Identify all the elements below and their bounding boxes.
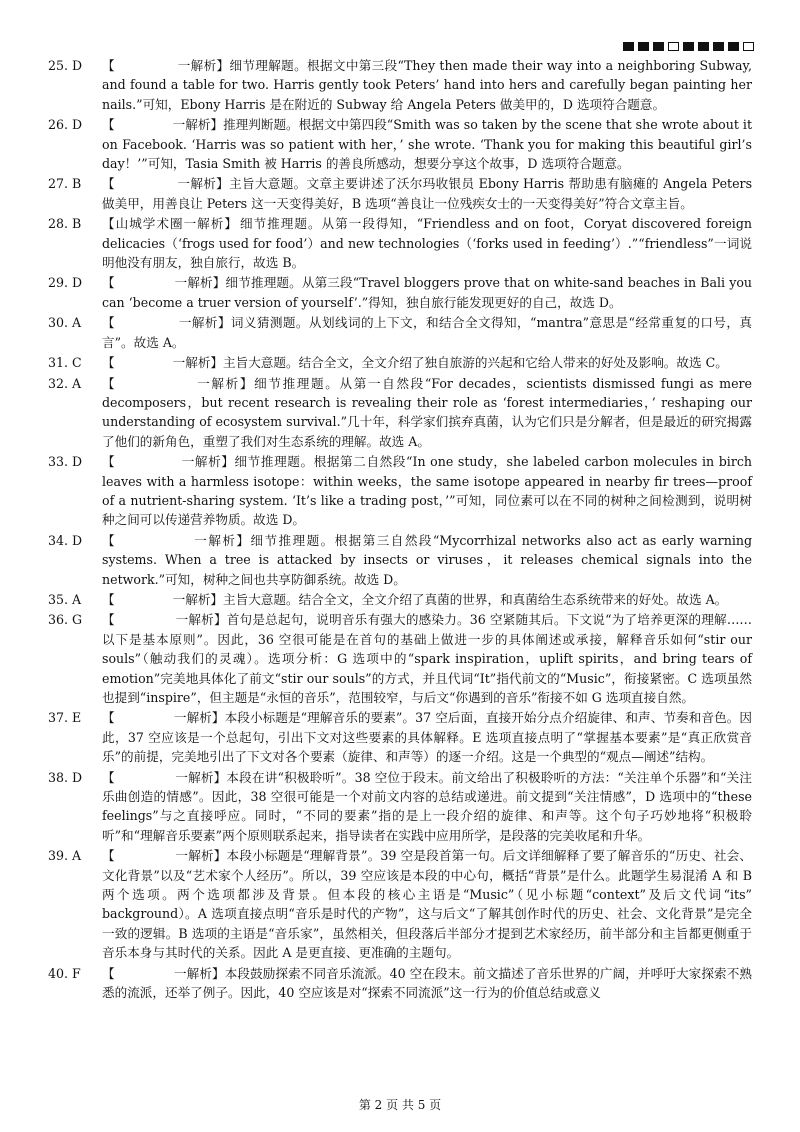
explanation-body — [102, 531, 752, 589]
explanation-body — [102, 313, 752, 352]
source-tag: 【山城学术圈一解析】 — [102, 216, 238, 232]
answer-item — [48, 313, 752, 352]
explanation-text: 本段在讲“积极聆听”。38 空位于段末。前文给出了积极聆听的方法：“关注单个乐器”和“关注乐曲创造的情感”。因此，38 空很可能是一个对前文内容的总结或递进。前文提到“关注情感”，D 选项中的“these feelings”与之直接呼应。同时，“不同的要素”指的是上一段介绍的旋律、和声等。这个句子巧妙地将“积极聆听”和“理解音乐要素”两个原则联系起来，指导读者在实践中应用所学，是段落的完美收尾和升华。 — [102, 769, 753, 843]
source-tag-gap — [118, 376, 197, 391]
source-tag-gap — [117, 176, 177, 191]
explanation-body — [102, 768, 752, 846]
question-answer: 27. B — [48, 176, 82, 192]
header-mark — [728, 42, 739, 51]
header-mark — [653, 42, 664, 51]
header-marks — [623, 42, 754, 51]
answer-item — [48, 214, 752, 272]
explanation-body — [102, 174, 752, 213]
question-answer: 36. G — [48, 612, 83, 628]
source-tag: 【 — [102, 710, 115, 726]
page-number: 第 2 页 共 5 页 — [358, 1098, 442, 1112]
question-answer: 26. D — [48, 117, 83, 133]
explanation-text: 主旨大意题。结合全文，全文介绍了独自旅游的兴起和它给人带来的好处及影响。故选 C。 — [223, 355, 728, 371]
explanation-body — [102, 708, 752, 766]
answer-item — [48, 964, 752, 1003]
source-tag-close: 一解析】 — [174, 275, 226, 291]
source-tag-gap — [117, 770, 176, 785]
answer-item — [48, 115, 752, 173]
source-tag: 【 — [102, 58, 115, 73]
question-answer: 37. E — [48, 710, 82, 726]
answer-explanations — [48, 56, 752, 1004]
explanation-text: 词义猜测题。从划线词的上下文，和结合全文得知，“mantra”意思是“经常重复的口号，真言”。故选 A。 — [102, 315, 753, 350]
explanation-text: 细节理解题。根据文中第三段“They then made their way into a neighboring Subway, and found a table for two. Harris gently took Peters’ hand into hers and carefully began painting her nails.”可知，Ebony Harris 是在附近的 Subway 给 Angela Peters 做美甲的，D 选项符合题意。 — [102, 58, 753, 112]
source-tag-gap — [118, 533, 194, 548]
source-tag-gap — [117, 58, 178, 73]
explanation-text: 本段鼓励探索不同音乐流派。40 空在段末。前文描述了音乐世界的广阔，并呼吁大家探索不熟悉的流派，还举了例子。因此，40 空应该是对“探索不同流派”这一行为的价值总结或意义 — [102, 965, 753, 1001]
source-tag: 【 — [102, 769, 115, 785]
source-tag: 【 — [102, 315, 116, 331]
explanation-body — [102, 374, 752, 452]
answer-item — [48, 452, 752, 530]
explanation-body — [102, 846, 752, 962]
source-tag-close: 一解析】 — [172, 591, 224, 607]
answer-item — [48, 708, 752, 766]
question-answer: 28. B — [48, 216, 82, 232]
source-tag: 【 — [102, 375, 117, 391]
explanation-body — [102, 115, 752, 173]
header-mark — [623, 42, 634, 51]
source-tag-close: 一解析】 — [173, 965, 225, 981]
answer-item — [48, 374, 752, 452]
question-answer: 25. D — [48, 58, 83, 73]
answer-item — [48, 590, 752, 609]
source-tag-close: 一解析】 — [172, 117, 224, 133]
header-mark — [743, 42, 754, 51]
source-tag-gap — [117, 275, 175, 290]
question-answer: 29. D — [48, 275, 83, 291]
source-tag-gap — [117, 117, 173, 132]
source-tag-close: 一解析】 — [177, 58, 230, 73]
source-tag-close: 一解析】 — [194, 532, 251, 548]
source-tag-gap — [117, 612, 176, 627]
source-tag: 【 — [102, 848, 115, 864]
answer-item — [48, 174, 752, 213]
source-tag-close: 一解析】 — [175, 612, 227, 628]
header-mark — [713, 42, 724, 51]
source-tag-close: 一解析】 — [175, 769, 227, 785]
source-tag-close: 一解析】 — [197, 375, 255, 391]
explanation-body — [102, 56, 752, 114]
source-tag-close: 一解析】 — [172, 355, 224, 371]
explanation-text: 细节推理题。从第一段得知，“Friendless and on foot，Coryat discovered foreign delicacies（‘frogs used for food’）and new technologies（‘forks used in feeding’）.”“friendless”一词说明他没有朋友，独自旅行，故选 B。 — [102, 216, 752, 271]
source-tag: 【 — [102, 591, 115, 607]
source-tag: 【 — [102, 532, 117, 548]
question-answer: 38. D — [48, 769, 83, 785]
question-answer: 33. D — [48, 454, 83, 470]
question-answer: 35. A — [48, 591, 82, 607]
answer-item — [48, 531, 752, 589]
source-tag: 【 — [102, 965, 115, 981]
source-tag: 【 — [102, 117, 115, 133]
source-tag: 【 — [102, 176, 115, 192]
source-tag-close: 一解析】 — [178, 315, 231, 331]
explanation-body — [102, 964, 752, 1003]
source-tag-gap — [117, 355, 173, 370]
source-tag-gap — [117, 454, 181, 469]
source-tag: 【 — [102, 454, 116, 470]
answer-item — [48, 273, 752, 312]
source-tag-close: 一解析】 — [181, 454, 235, 470]
explanation-text: 推理判断题。根据文中第四段“Smith was so taken by the scene that she wrote about it on Facebook. ‘Harris was so patient with her，’ she wrote. ‘Thank you for making this beautiful girl’s day！’”可知，Tasia Smith 被 Harris 的善良所感动，想要分享这个故事，D 选项符合题意。 — [102, 117, 753, 172]
explanation-body — [102, 610, 752, 707]
explanation-body — [102, 214, 752, 272]
header-mark — [698, 42, 709, 51]
source-tag-gap — [117, 710, 174, 725]
question-answer: 31. C — [48, 355, 82, 371]
explanation-text: 细节推理题。根据第二自然段“In one study，she labeled carbon molecules in birch leaves with a harmless isotope：within weeks，the same isotope appeared in nearby fir trees—proof of a nutrient-sharing system. ‘It’s like a trading post，’”可知，同位素可以在不同的树种之间检测到，说明树种之间可以传递营养物质。故选 D。 — [102, 454, 753, 528]
explanation-text: 主旨大意题。文章主要讲述了沃尔玛收银员 Ebony Harris 帮助患有脑瘫的 Angela Peters 做美甲，用善良让 Peters 这一天变得美好，B 选项“善良让一位残疾女士的一天变得美好”符合文章主旨。 — [102, 176, 753, 211]
answer-item — [48, 353, 752, 372]
header-mark — [683, 42, 694, 51]
source-tag-close: 一解析】 — [175, 848, 227, 864]
question-answer: 30. A — [48, 315, 82, 331]
explanation-body — [102, 590, 752, 609]
explanation-text: 主旨大意题。结合全文，全文介绍了真菌的世界，和真菌给生态系统带来的好处。故选 A。 — [223, 591, 728, 607]
source-tag-gap — [117, 966, 174, 981]
question-answer: 32. A — [48, 375, 82, 391]
answer-item — [48, 610, 752, 707]
header-mark — [668, 42, 679, 51]
explanation-text: 细节推理题。根据第三自然段“Mycorrhizal networks also act as early warning systems. When a tree is attacked by insects or viruses，it releases chemical signals into the network.”可知，树种之间也共享防御系统。故选 D。 — [102, 532, 753, 587]
source-tag: 【 — [102, 612, 115, 628]
answer-item — [48, 56, 752, 114]
source-tag-gap — [117, 592, 173, 607]
explanation-text: 细节推理题。从第三段“Travel bloggers prove that on white-sand beaches in Bali you can ‘become a truer version of yourself’.”得知，独自旅行能发现更好的自己，故选 D。 — [102, 275, 753, 310]
question-answer: 34. D — [48, 532, 83, 548]
source-tag: 【 — [102, 275, 115, 291]
source-tag-close: 一解析】 — [177, 176, 230, 192]
answer-item — [48, 846, 752, 962]
explanation-text: 细节推理题。从第一自然段“For decades，scientists dismissed fungi as mere decomposers，but recent research is revealing their role as ‘forest intermediaries，’ reshaping our understanding of ecosystem survival.”几十年，科学家们摈弃真菌，认为它们只是分解者，但是最近的研究揭露了他们的新角色，重塑了我们对生态系统的理解。故选 A。 — [102, 375, 753, 449]
answer-item — [48, 768, 752, 846]
source-tag-gap — [117, 315, 179, 330]
question-answer: 39. A — [48, 848, 82, 864]
explanation-body — [102, 452, 752, 530]
explanation-text: 首句是总起句，说明音乐有强大的感染力。36 空紧随其后。下文说“为了培养更深的理解……以下是基本原则”。因此，36 空很可能是在首句的基础上做进一步的具体阐述或承接，解释音乐如何“stir our souls”（触动我们的灵魂）。选项分析：G 选项中的“spark inspiration，uplift spirits，and bring tears of emotion”完美地具体化了前文“stir our souls”的方式，并且代词“It”指代前文的“Music”，衔接紧密。C 选项虽然也提到“inspire”，但主题是“永恒的音乐”，范围较窄，与后文“你遇到的音乐”衔接不如 G 选项直接自然。 — [102, 612, 753, 705]
explanation-text: 本段小标题是“理解背景”。39 空是段首第一句。后文详细解释了要了解音乐的“历史、社会、文化背景”以及“艺术家个人经历”。所以，39 空应该是本段的中心句，概括“背景”是什么。此题学生易混淆 A 和 B 两个选项。两个选项都涉及背景。但本段的核心主语是“Music”（见小标题“context”及后文代词“its” background）。A 选项直接点明“音乐是时代的产物”，这与后文“了解其创作时代的历史、社会、文化背景”是完全一致的逻辑。B 选项的主语是“音乐家”，虽然相关，但段落后半部分才提到艺术家经历，前半部分和主旨都更侧重于音乐本身与其时代的关系。因此 A 是更直接、更准确的主题句。 — [102, 848, 753, 961]
question-answer: 40. F — [48, 965, 81, 981]
explanation-body — [102, 353, 752, 372]
source-tag-gap — [117, 848, 176, 863]
header-mark — [638, 42, 649, 51]
explanation-text: 本段小标题是“理解音乐的要素”。37 空后面，直接开始分点介绍旋律、和声、节奏和音色。因此，37 空应该是一个总起句，引出下文对这些要素的具体解释。E 选项直接点明了“掌握基本要素”是“真正欣赏音乐”的前提，完美地引出了下文对各个要素（旋律、和声等）的逐一介绍。这是一个典型的“观点—阐述”结构。 — [102, 710, 753, 765]
source-tag-close: 一解析】 — [173, 710, 225, 726]
explanation-body — [102, 273, 752, 312]
source-tag: 【 — [102, 355, 115, 371]
